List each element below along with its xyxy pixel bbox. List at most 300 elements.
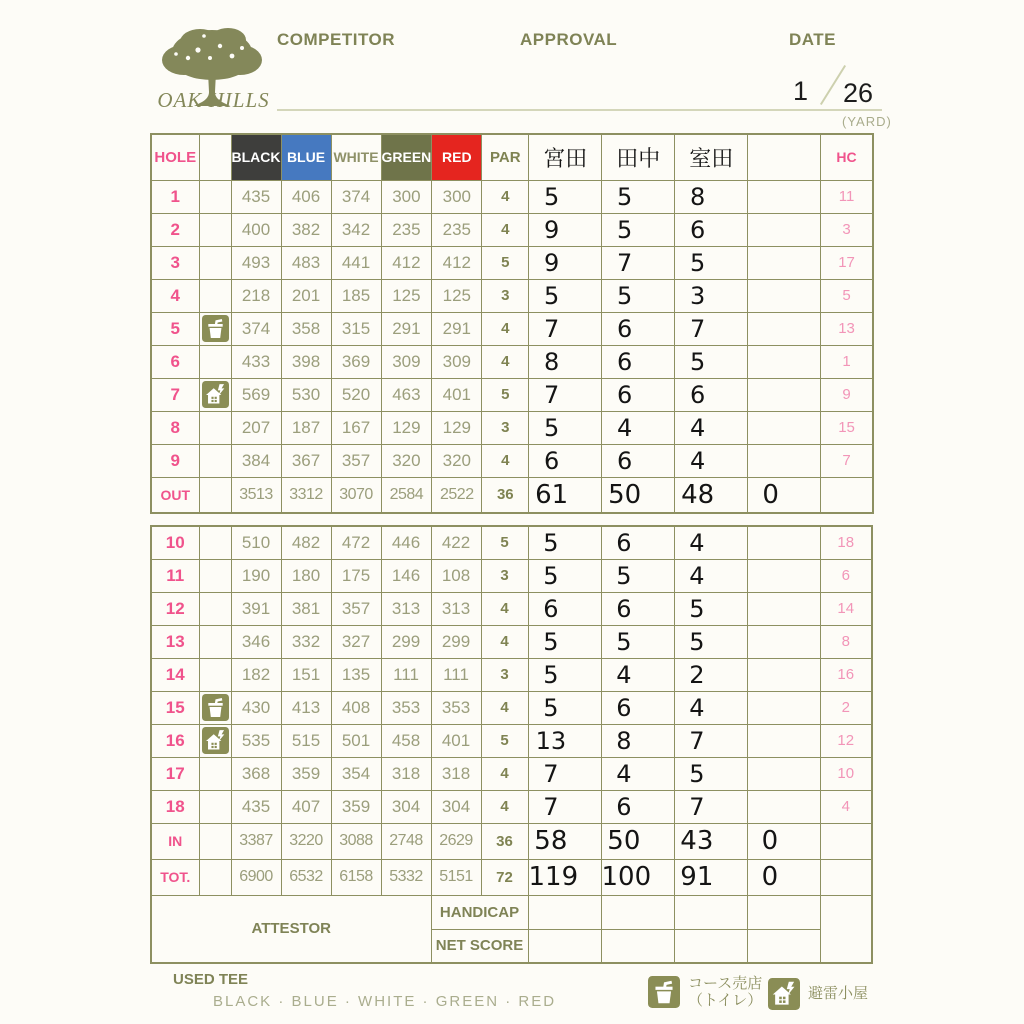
yardage-cell: 190	[231, 559, 281, 592]
score-cell-player-4	[747, 790, 820, 823]
icon-cell-empty	[199, 444, 231, 477]
yardage-cell: 309	[381, 345, 432, 378]
hole-number: 17	[151, 757, 199, 790]
yardage-cell: 3220	[281, 823, 331, 859]
handicap-stroke-index-cell	[821, 477, 873, 513]
score-cell-player-3: 4	[674, 559, 747, 592]
yard-unit-note: (YARD)	[842, 114, 892, 129]
player-name-header-1: 宮田	[529, 134, 602, 180]
yardage-cell: 357	[331, 592, 381, 625]
par-cell: 4	[482, 180, 529, 213]
yardage-cell: 535	[231, 724, 281, 757]
score-cell-player-2: 6	[602, 345, 675, 378]
hole-row-16	[151, 724, 872, 757]
legend-lightning-shelter-label: 避雷小屋	[808, 984, 869, 1003]
icon-cell-empty	[199, 246, 231, 279]
yardage-cell: 359	[281, 757, 331, 790]
score-cell-player-4	[748, 345, 821, 378]
score-cell-player-3: 8	[675, 180, 748, 213]
yardage-cell: 146	[381, 559, 431, 592]
player-name-header-2: 田中	[602, 134, 675, 180]
handicap-stroke-index-cell: 18	[820, 526, 872, 559]
score-cell-player-2: 6	[601, 691, 674, 724]
handicap-stroke-index-cell	[820, 823, 872, 859]
score-cell-player-2: 5	[602, 279, 675, 312]
hole-row-15	[151, 691, 872, 724]
footer-hc-cell	[820, 895, 872, 963]
score-cell-player-1: 13	[528, 724, 601, 757]
score-cell-player-4	[747, 526, 820, 559]
yardage-cell: 309	[432, 345, 482, 378]
handicap-stroke-index-cell: 13	[821, 312, 873, 345]
score-cell-player-4	[748, 444, 821, 477]
score-cell-player-2: 50	[601, 823, 674, 859]
yardage-cell: 3088	[331, 823, 381, 859]
score-cell-player-2: 5	[601, 625, 674, 658]
yardage-cell: 180	[281, 559, 331, 592]
score-cell-player-3: 5	[674, 625, 747, 658]
yardage-cell: 435	[231, 790, 281, 823]
hole-number: 1	[151, 180, 199, 213]
icon-cell-empty	[199, 345, 231, 378]
score-cell-player-1: 7	[529, 378, 602, 411]
yardage-cell: 374	[231, 312, 281, 345]
score-cell-player-2: 6	[601, 526, 674, 559]
par-cell: 4	[481, 592, 528, 625]
score-cell-player-3: 3	[675, 279, 748, 312]
yardage-cell: 382	[281, 213, 331, 246]
front-nine-table	[150, 133, 874, 514]
hole-number: 15	[151, 691, 199, 724]
hole-number: 3	[151, 246, 199, 279]
icon-cell-empty	[199, 559, 231, 592]
score-cell-player-2: 8	[601, 724, 674, 757]
par-cell: 72	[481, 859, 528, 895]
yardage-cell: 413	[281, 691, 331, 724]
yardage-cell: 3513	[231, 477, 281, 513]
yardage-cell: 318	[431, 757, 481, 790]
score-cell-player-4	[747, 592, 820, 625]
yardage-cell: 332	[281, 625, 331, 658]
hole-number: 7	[151, 378, 199, 411]
yardage-cell: 422	[431, 526, 481, 559]
yardage-cell: 400	[231, 213, 281, 246]
used-tee-values: BLACK · BLUE · WHITE · GREEN · RED	[213, 993, 557, 1010]
score-cell-player-3: 4	[674, 526, 747, 559]
score-cell-player-4	[747, 658, 820, 691]
hole-number: 9	[151, 444, 199, 477]
hole-number: 18	[151, 790, 199, 823]
handicap-stroke-index-cell: 11	[821, 180, 873, 213]
drink-cup-icon	[199, 312, 231, 345]
yardage-cell: 313	[381, 592, 431, 625]
yardage-cell: 374	[331, 180, 381, 213]
score-cell-player-1: 7	[528, 790, 601, 823]
yardage-cell: 483	[281, 246, 331, 279]
handicap-stroke-index-cell: 14	[820, 592, 872, 625]
player-name-header-3: 室田	[675, 134, 748, 180]
score-cell-player-2: 5	[602, 180, 675, 213]
score-cell-player-3: 5	[674, 592, 747, 625]
par-column-header: PAR	[482, 134, 529, 180]
yardage-cell: 2748	[381, 823, 431, 859]
date-month-value: 1	[793, 76, 809, 106]
hole-number: 12	[151, 592, 199, 625]
yardage-cell: 433	[231, 345, 281, 378]
yardage-cell: 493	[231, 246, 281, 279]
yardage-cell: 327	[331, 625, 381, 658]
icon-cell-empty	[199, 790, 231, 823]
hole-number: 2	[151, 213, 199, 246]
icon-cell-empty	[199, 213, 231, 246]
legend-lightning-shelter	[768, 978, 868, 1010]
score-cell-player-3: 4	[675, 411, 748, 444]
yardage-cell: 300	[432, 180, 482, 213]
score-cell-player-3: 7	[675, 312, 748, 345]
yardage-cell: 300	[381, 180, 432, 213]
score-cell-player-1: 5	[528, 559, 601, 592]
score-cell-player-4	[748, 411, 821, 444]
handicap-stroke-index-cell: 9	[821, 378, 873, 411]
score-cell-player-2: 6	[602, 312, 675, 345]
handicap-stroke-index-cell: 12	[820, 724, 872, 757]
handicap-stroke-index-cell: 6	[820, 559, 872, 592]
handicap-stroke-index-cell: 8	[820, 625, 872, 658]
handicap-stroke-index-cell: 7	[821, 444, 873, 477]
hole-number: 4	[151, 279, 199, 312]
icon-cell-empty	[199, 859, 231, 895]
par-cell: 4	[481, 625, 528, 658]
handicap-label-cell: HANDICAP	[431, 895, 528, 929]
icon-cell-empty	[199, 411, 231, 444]
yardage-cell: 530	[281, 378, 331, 411]
total-label: IN	[151, 823, 199, 859]
hole-row-3	[151, 246, 873, 279]
yardage-cell: 5332	[381, 859, 431, 895]
score-cell-player-4	[747, 757, 820, 790]
yardage-cell: 368	[231, 757, 281, 790]
hole-row-13	[151, 625, 872, 658]
score-cell-player-3: 4	[675, 444, 748, 477]
yardage-cell: 3070	[331, 477, 381, 513]
yardage-cell: 520	[331, 378, 381, 411]
score-cell-player-2: 50	[602, 477, 675, 513]
yardage-cell: 291	[381, 312, 432, 345]
score-cell-player-4: 0	[748, 477, 821, 513]
yardage-cell: 299	[381, 625, 431, 658]
yardage-cell: 2522	[432, 477, 482, 513]
score-cell-player-1: 8	[529, 345, 602, 378]
par-cell: 5	[482, 246, 529, 279]
score-cell-player-1: 5	[528, 625, 601, 658]
yardage-cell: 472	[331, 526, 381, 559]
yardage-cell: 384	[231, 444, 281, 477]
par-cell: 4	[482, 312, 529, 345]
yardage-cell: 2584	[381, 477, 432, 513]
hole-row-9	[151, 444, 873, 477]
yardage-cell: 129	[381, 411, 432, 444]
score-cell-player-3: 5	[675, 246, 748, 279]
attestor-cell: ATTESTOR	[151, 895, 431, 963]
yardage-cell: 6158	[331, 859, 381, 895]
yardage-cell: 381	[281, 592, 331, 625]
yardage-cell: 182	[231, 658, 281, 691]
par-cell: 4	[481, 790, 528, 823]
hole-row-2	[151, 213, 873, 246]
total-label: OUT	[151, 477, 199, 513]
tee-column-header-black: BLACK	[231, 134, 281, 180]
score-cell-player-2: 6	[602, 378, 675, 411]
hole-row-1	[151, 180, 873, 213]
approval-label: APPROVAL	[520, 30, 618, 49]
icon-cell-empty	[199, 526, 231, 559]
yardage-cell: 320	[381, 444, 432, 477]
par-cell: 4	[482, 213, 529, 246]
score-cell-player-1: 5	[529, 279, 602, 312]
yardage-cell: 357	[331, 444, 381, 477]
score-cell-player-4	[748, 312, 821, 345]
yardage-cell: 320	[432, 444, 482, 477]
lightning-shelter-icon	[768, 978, 800, 1010]
total-row-tot	[151, 859, 872, 895]
competitor-label: COMPETITOR	[277, 30, 396, 49]
handicap-stroke-index-cell: 3	[821, 213, 873, 246]
score-cell-player-2: 6	[601, 592, 674, 625]
score-cell-player-3: 7	[674, 724, 747, 757]
par-cell: 3	[481, 559, 528, 592]
yardage-cell: 359	[331, 790, 381, 823]
yardage-cell: 406	[281, 180, 331, 213]
legend-course-shop	[648, 975, 762, 1010]
yardage-cell: 207	[231, 411, 281, 444]
score-cell-player-2: 5	[602, 213, 675, 246]
score-cell-player-1: 61	[529, 477, 602, 513]
score-cell-player-2: 6	[602, 444, 675, 477]
score-cell-player-2: 7	[602, 246, 675, 279]
score-cell-player-4	[748, 246, 821, 279]
tee-column-header-blue: BLUE	[281, 134, 331, 180]
yardage-cell: 313	[431, 592, 481, 625]
yardage-cell: 342	[331, 213, 381, 246]
tee-column-header-white: WHITE	[331, 134, 381, 180]
hole-number: 5	[151, 312, 199, 345]
yardage-cell: 501	[331, 724, 381, 757]
hole-row-17	[151, 757, 872, 790]
yardage-cell: 201	[281, 279, 331, 312]
par-cell: 36	[481, 823, 528, 859]
score-cell-player-3: 91	[674, 859, 747, 895]
score-cell-player-3: 5	[674, 757, 747, 790]
yardage-cell: 408	[331, 691, 381, 724]
score-cell-player-3: 2	[674, 658, 747, 691]
yardage-cell: 175	[331, 559, 381, 592]
par-cell: 5	[481, 724, 528, 757]
yardage-cell: 354	[331, 757, 381, 790]
net-score-entry-cell-player-2	[601, 929, 674, 963]
icon-cell-empty	[199, 658, 231, 691]
score-cell-player-4: 0	[747, 859, 820, 895]
score-cell-player-2: 100	[601, 859, 674, 895]
yardage-cell: 6532	[281, 859, 331, 895]
back-nine-table	[150, 525, 873, 964]
hole-row-12	[151, 592, 872, 625]
yardage-cell: 369	[331, 345, 381, 378]
yardage-cell: 346	[231, 625, 281, 658]
icon-cell-empty	[199, 757, 231, 790]
yardage-cell: 108	[431, 559, 481, 592]
yardage-cell: 398	[281, 345, 331, 378]
yardage-cell: 391	[231, 592, 281, 625]
score-cell-player-4	[747, 559, 820, 592]
yardage-cell: 125	[432, 279, 482, 312]
hole-number: 8	[151, 411, 199, 444]
lightning-shelter-icon	[199, 724, 231, 757]
handicap-entry-cell-player-4	[747, 895, 820, 929]
tee-column-header-green: GREEN	[381, 134, 432, 180]
hole-number: 16	[151, 724, 199, 757]
handicap-entry-cell-player-1	[528, 895, 601, 929]
par-cell: 36	[482, 477, 529, 513]
yardage-cell: 458	[381, 724, 431, 757]
yardage-cell: 5151	[431, 859, 481, 895]
hole-row-10	[151, 526, 872, 559]
yardage-cell: 367	[281, 444, 331, 477]
hole-row-6	[151, 345, 873, 378]
club-name: OAK HILLS	[157, 88, 270, 112]
hole-number: 10	[151, 526, 199, 559]
score-cell-player-4	[747, 625, 820, 658]
yardage-cell: 441	[331, 246, 381, 279]
yardage-cell: 510	[231, 526, 281, 559]
hole-row-4	[151, 279, 873, 312]
hole-row-11	[151, 559, 872, 592]
handicap-entry-cell-player-2	[601, 895, 674, 929]
yardage-cell: 2629	[431, 823, 481, 859]
drink-cup-icon	[648, 976, 680, 1008]
drink-cup-icon	[199, 691, 231, 724]
tee-column-header-red: RED	[432, 134, 482, 180]
icon-cell-empty	[199, 625, 231, 658]
yardage-cell: 304	[431, 790, 481, 823]
yardage-cell: 353	[381, 691, 431, 724]
score-cell-player-3: 6	[675, 378, 748, 411]
handicap-stroke-index-cell: 4	[820, 790, 872, 823]
yardage-cell: 129	[432, 411, 482, 444]
hole-number: 13	[151, 625, 199, 658]
score-cell-player-4	[748, 180, 821, 213]
yardage-cell: 6900	[231, 859, 281, 895]
score-cell-player-4	[748, 213, 821, 246]
score-cell-player-1: 119	[528, 859, 601, 895]
score-cell-player-2: 5	[601, 559, 674, 592]
hole-row-18	[151, 790, 872, 823]
yardage-cell: 446	[381, 526, 431, 559]
score-cell-player-1: 6	[528, 592, 601, 625]
date-day-value: 26	[843, 78, 874, 108]
yardage-cell: 3387	[231, 823, 281, 859]
yardage-cell: 291	[432, 312, 482, 345]
yardage-cell: 125	[381, 279, 432, 312]
icon-cell-empty	[199, 180, 231, 213]
yardage-cell: 401	[431, 724, 481, 757]
score-cell-player-3: 6	[675, 213, 748, 246]
score-cell-player-1: 6	[529, 444, 602, 477]
score-cell-player-3: 43	[674, 823, 747, 859]
score-cell-player-2: 4	[601, 658, 674, 691]
par-cell: 4	[482, 444, 529, 477]
score-cell-player-4	[748, 378, 821, 411]
yardage-cell: 358	[281, 312, 331, 345]
score-cell-player-4: 0	[747, 823, 820, 859]
icon-cell-empty	[199, 823, 231, 859]
player-name-header-4	[748, 134, 821, 180]
yardage-cell: 401	[432, 378, 482, 411]
yardage-cell: 167	[331, 411, 381, 444]
net-score-label-cell: NET SCORE	[431, 929, 528, 963]
yardage-cell: 412	[432, 246, 482, 279]
par-cell: 5	[481, 526, 528, 559]
net-score-entry-cell-player-4	[747, 929, 820, 963]
yardage-cell: 482	[281, 526, 331, 559]
yardage-cell: 318	[381, 757, 431, 790]
handicap-stroke-index-cell	[820, 859, 872, 895]
handicap-stroke-index-cell: 16	[820, 658, 872, 691]
icon-column-header	[199, 134, 231, 180]
score-cell-player-1: 5	[529, 411, 602, 444]
score-cell-player-2: 6	[601, 790, 674, 823]
score-cell-player-4	[747, 724, 820, 757]
yardage-cell: 412	[381, 246, 432, 279]
handicap-stroke-index-cell: 10	[820, 757, 872, 790]
yardage-cell: 569	[231, 378, 281, 411]
hc-column-header: HC	[821, 134, 873, 180]
yardage-cell: 407	[281, 790, 331, 823]
score-cell-player-1: 9	[529, 246, 602, 279]
yardage-cell: 430	[231, 691, 281, 724]
handicap-stroke-index-cell: 2	[820, 691, 872, 724]
handicap-stroke-index-cell: 17	[821, 246, 873, 279]
hole-column-header: HOLE	[151, 134, 199, 180]
yardage-cell: 353	[431, 691, 481, 724]
hole-row-8	[151, 411, 873, 444]
score-cell-player-4	[747, 691, 820, 724]
yardage-cell: 3312	[281, 477, 331, 513]
hole-row-7	[151, 378, 873, 411]
used-tee-label: USED TEE	[173, 971, 249, 988]
hole-row-5	[151, 312, 873, 345]
score-cell-player-1: 7	[529, 312, 602, 345]
legend-course-shop-label: コース売店 （トイレ）	[688, 974, 763, 1010]
score-cell-player-3: 4	[674, 691, 747, 724]
icon-cell-empty	[199, 279, 231, 312]
handicap-stroke-index-cell: 1	[821, 345, 873, 378]
signature-line	[277, 109, 882, 111]
yardage-cell: 187	[281, 411, 331, 444]
net-score-entry-cell-player-1	[528, 929, 601, 963]
par-cell: 4	[481, 691, 528, 724]
hole-number: 14	[151, 658, 199, 691]
total-row-out	[151, 477, 873, 513]
score-cell-player-3: 48	[675, 477, 748, 513]
yardage-cell: 185	[331, 279, 381, 312]
yardage-cell: 515	[281, 724, 331, 757]
score-cell-player-1: 5	[529, 180, 602, 213]
yardage-cell: 235	[432, 213, 482, 246]
icon-cell-empty	[199, 592, 231, 625]
score-cell-player-1: 5	[528, 691, 601, 724]
yardage-cell: 111	[431, 658, 481, 691]
score-cell-player-1: 5	[528, 526, 601, 559]
